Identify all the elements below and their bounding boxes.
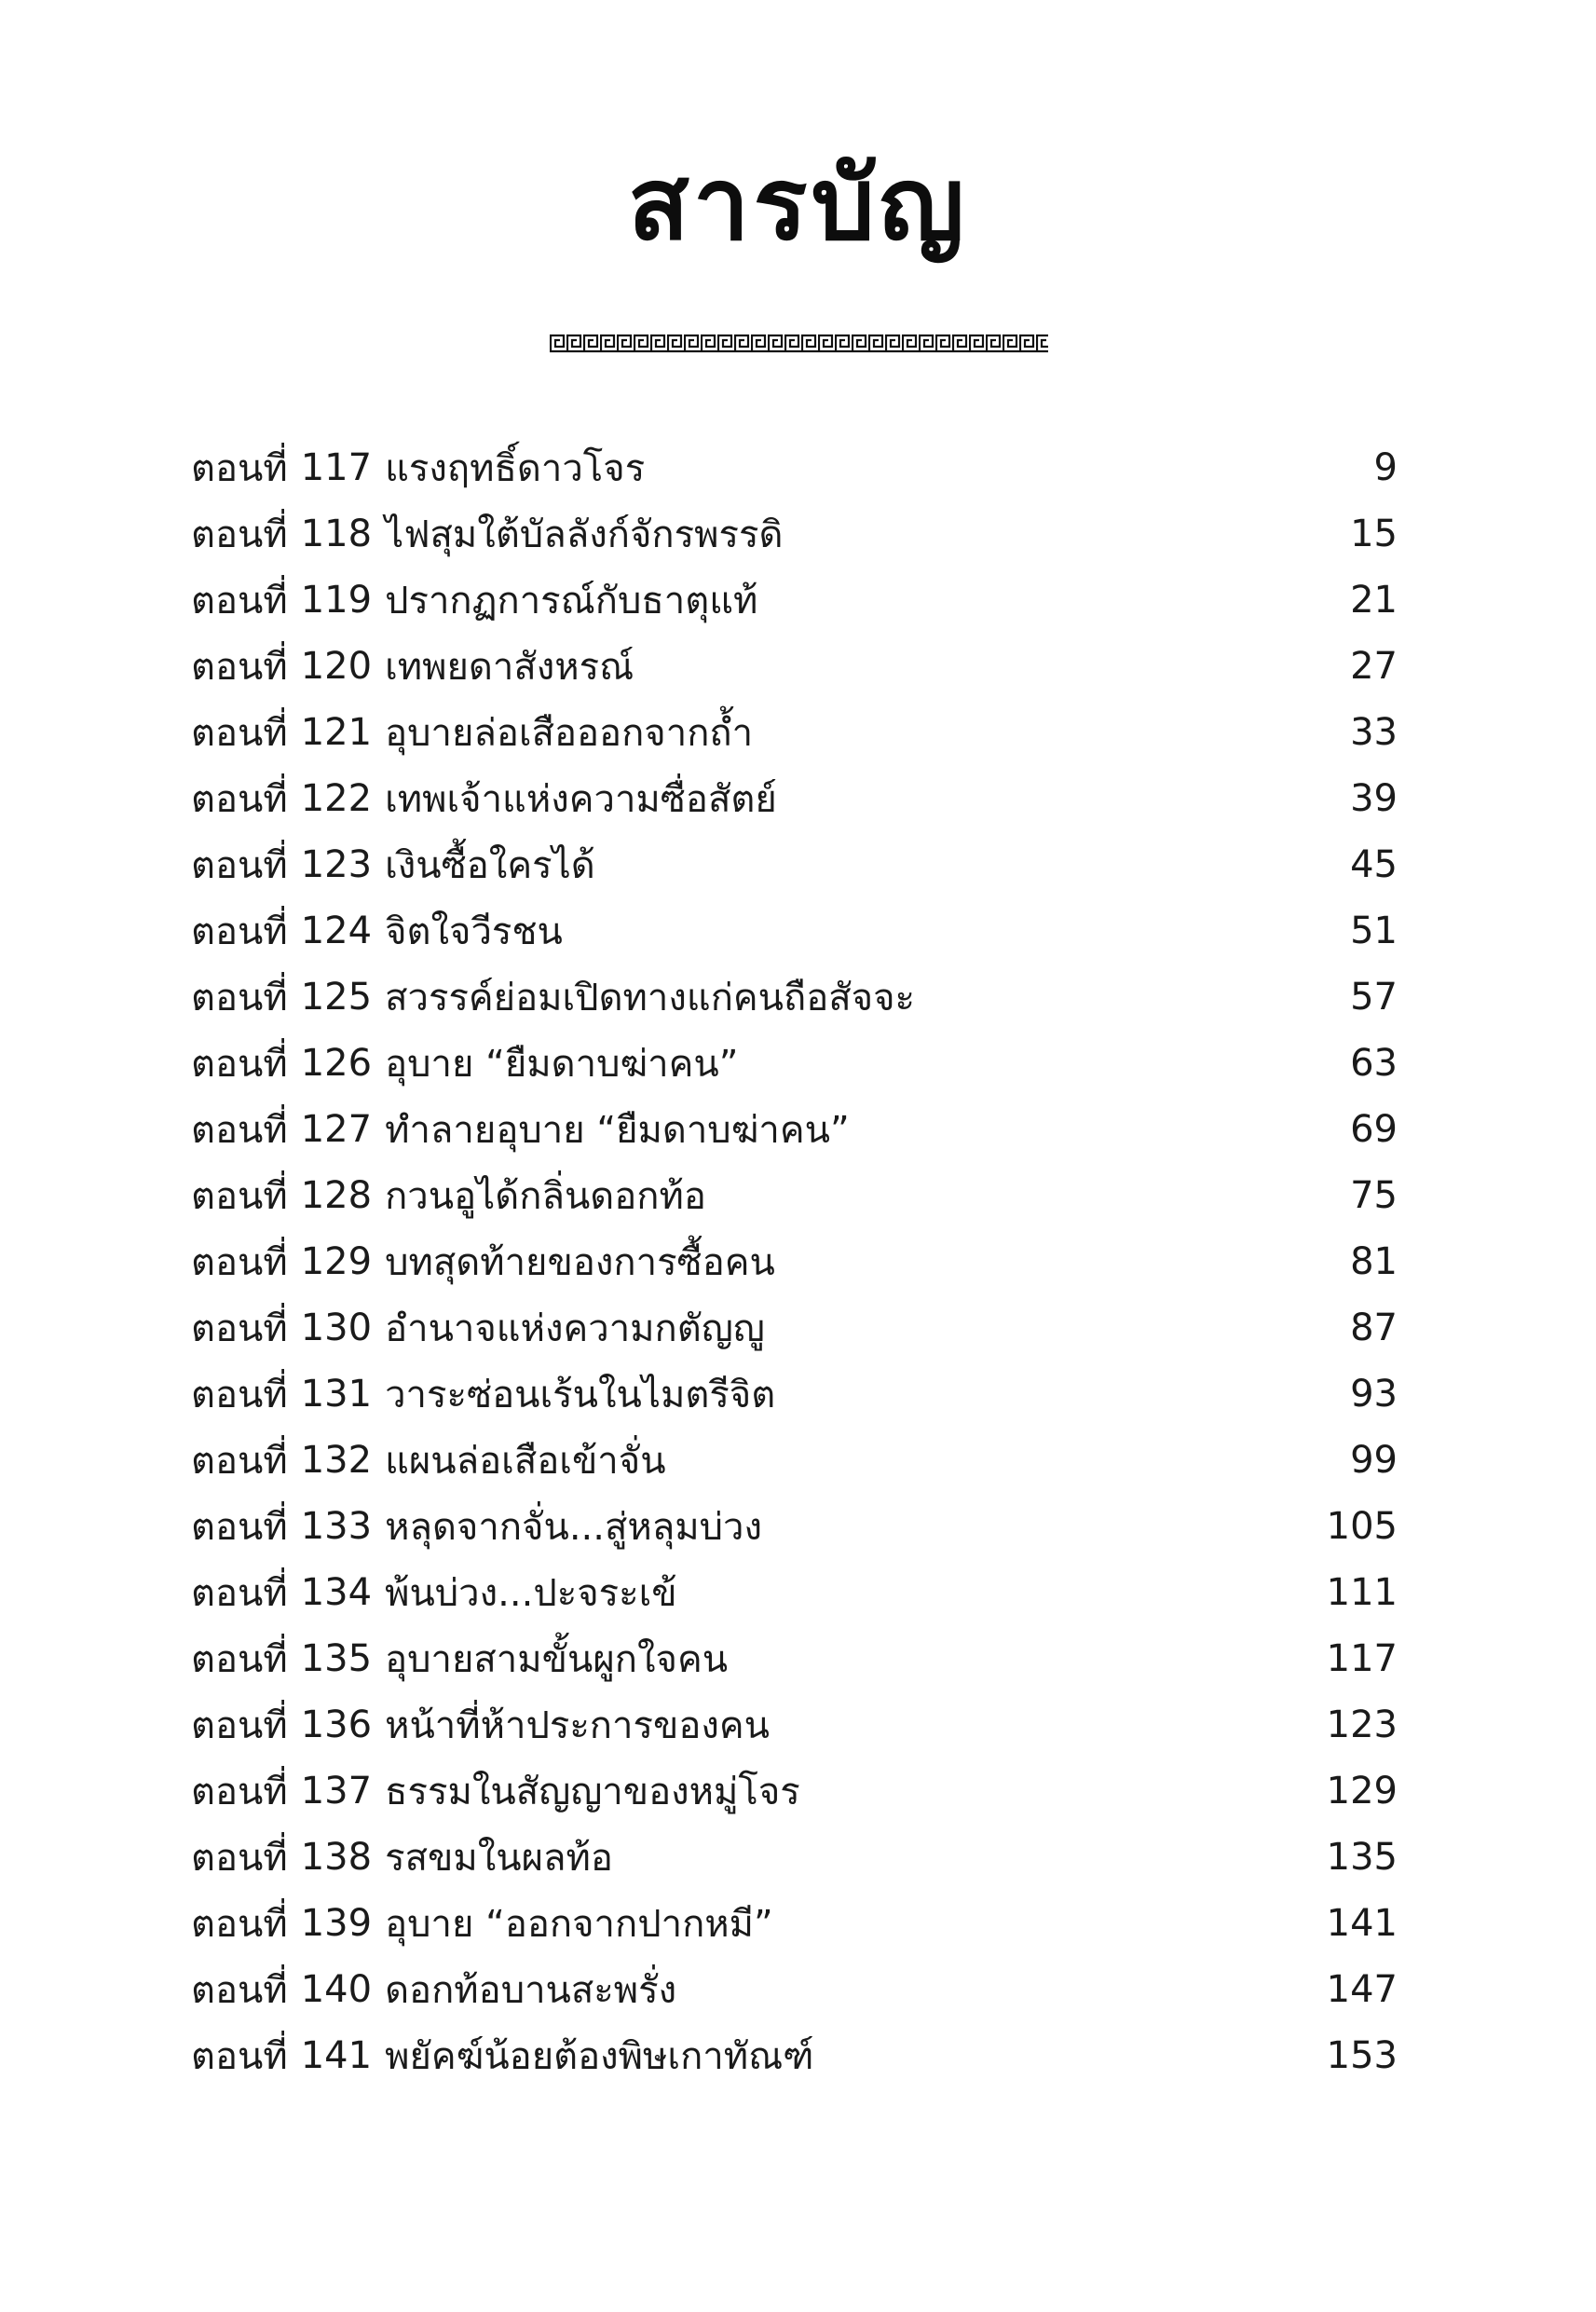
chapter-prefix: ตอนที่ <box>191 513 288 556</box>
toc-entry <box>191 1162 1398 1228</box>
chapter-prefix: ตอนที่ <box>191 1968 288 2012</box>
chapter-number: 140 <box>300 1967 373 2011</box>
chapter-prefix: ตอนที่ <box>191 1042 288 1086</box>
chapter-prefix: ตอนที่ <box>191 1770 288 1813</box>
chapter-number: 134 <box>300 1570 373 1614</box>
chapter-prefix: ตอนที่ <box>191 1637 288 1681</box>
page-number: 141 <box>1326 1901 1398 1945</box>
toc-entry-label <box>191 1827 613 1887</box>
toc-entry-label <box>191 1563 677 1622</box>
chapter-number: 135 <box>300 1636 373 1680</box>
page-number: 123 <box>1326 1703 1398 1746</box>
chapter-number: 123 <box>300 842 373 886</box>
toc-entry-label <box>191 438 645 498</box>
toc-entry <box>191 1228 1398 1294</box>
chapter-number: 126 <box>300 1041 373 1085</box>
toc-entry <box>191 699 1398 765</box>
toc-entry <box>191 1758 1398 1824</box>
chapter-title: อุบายสามขั้นผูกใจคน <box>385 1637 729 1681</box>
toc-entry-label <box>191 1629 728 1689</box>
toc-entry <box>191 633 1398 699</box>
toc-entry <box>191 1294 1398 1361</box>
chapter-number: 136 <box>300 1703 373 1746</box>
toc-entry-label <box>191 1761 800 1821</box>
chapter-number: 119 <box>300 578 373 622</box>
chapter-number: 130 <box>300 1306 373 1349</box>
page-number: 153 <box>1326 2033 1398 2077</box>
chapter-title: อุบายล่อเสือออกจากถ้ำ <box>385 711 754 755</box>
chapter-title: แรงฤทธิ์ดาวโจร <box>385 446 646 490</box>
chapter-prefix: ตอนที่ <box>191 1703 288 1747</box>
chapter-prefix: ตอนที่ <box>191 1108 288 1152</box>
page-number: 27 <box>1350 644 1398 688</box>
chapter-number: 132 <box>300 1438 373 1482</box>
page-number: 57 <box>1350 975 1398 1019</box>
chapter-title: จิตใจวีรชน <box>385 910 563 953</box>
chapter-number: 124 <box>300 909 373 952</box>
toc-entry <box>191 1096 1398 1162</box>
chapter-title: หน้าที่ห้าประการของคน <box>385 1703 770 1747</box>
chapter-number: 120 <box>300 644 373 688</box>
chapter-number: 121 <box>300 710 373 754</box>
toc-entry-label <box>191 769 777 828</box>
toc-entry-label <box>191 1497 762 1556</box>
chapter-title: เทพเจ้าแห่งความซื่อสัตย์ <box>385 777 777 821</box>
toc-entry <box>191 1427 1398 1493</box>
chapter-title: อุบาย “ออกจากปากหมี” <box>385 1902 773 1946</box>
toc-entry <box>191 500 1398 567</box>
toc-entry-label <box>191 570 757 630</box>
chapter-title: ดอกท้อบานสะพรั่ง <box>385 1968 677 2012</box>
toc-entry-label <box>191 1430 666 1490</box>
chapter-number: 131 <box>300 1372 373 1416</box>
page-number: 81 <box>1350 1239 1398 1283</box>
toc-entry <box>191 1361 1398 1427</box>
chapter-number: 133 <box>300 1504 373 1548</box>
chapter-prefix: ตอนที่ <box>191 711 288 755</box>
toc-entry-label <box>191 1100 850 1159</box>
toc-entry-label <box>191 1166 706 1225</box>
chapter-prefix: ตอนที่ <box>191 446 288 490</box>
toc-entry-label <box>191 1695 770 1755</box>
page-title: สารบัญ <box>627 146 969 263</box>
chapter-prefix: ตอนที่ <box>191 1902 288 1946</box>
chapter-prefix: ตอนที่ <box>191 1306 288 1350</box>
chapter-prefix: ตอนที่ <box>191 910 288 953</box>
page-number: 45 <box>1350 842 1398 886</box>
chapter-number: 141 <box>300 2033 373 2077</box>
toc-entry-label <box>191 703 753 762</box>
chapter-title: สวรรค์ย่อมเปิดทางแก่คนถือสัจจะ <box>385 976 916 1019</box>
chapter-prefix: ตอนที่ <box>191 1505 288 1549</box>
chapter-prefix: ตอนที่ <box>191 976 288 1019</box>
toc-entry <box>191 1956 1398 2022</box>
toc-entry <box>191 567 1398 633</box>
chapter-number: 128 <box>300 1173 373 1217</box>
page-number: 39 <box>1350 776 1398 820</box>
toc-entry <box>191 1625 1398 1691</box>
page-number: 63 <box>1350 1041 1398 1085</box>
chapter-title: เทพยดาสังหรณ์ <box>385 645 634 689</box>
chapter-number: 127 <box>300 1107 373 1151</box>
chapter-title: แผนล่อเสือเข้าจั่น <box>385 1439 666 1483</box>
chapter-title: ปรากฏการณ์กับธาตุแท้ <box>385 579 758 622</box>
toc-entry-label <box>191 636 634 696</box>
page-number: 9 <box>1373 445 1398 489</box>
chapter-title: ไฟสุมใต้บัลลังก์จักรพรรดิ <box>385 513 784 556</box>
chapter-number: 137 <box>300 1769 373 1813</box>
chapter-prefix: ตอนที่ <box>191 1439 288 1483</box>
chapter-title: อำนาจแห่งความกตัญญู <box>385 1306 765 1350</box>
chapter-prefix: ตอนที่ <box>191 1836 288 1880</box>
toc-entry <box>191 1030 1398 1096</box>
chapter-prefix: ตอนที่ <box>191 645 288 689</box>
toc-entry-label <box>191 1894 773 1953</box>
page-number: 147 <box>1326 1967 1398 2011</box>
chapter-prefix: ตอนที่ <box>191 1174 288 1218</box>
chapter-prefix: ตอนที่ <box>191 843 288 887</box>
toc-entry <box>191 1691 1398 1758</box>
toc-entry <box>191 831 1398 897</box>
page-number: 21 <box>1350 578 1398 622</box>
chapter-prefix: ตอนที่ <box>191 1571 288 1615</box>
toc-entry-label <box>191 1232 775 1292</box>
toc-entry-label <box>191 1298 765 1358</box>
page-number: 69 <box>1350 1107 1398 1151</box>
toc-entry-label <box>191 1364 775 1424</box>
page-number: 87 <box>1350 1306 1398 1349</box>
chapter-title: อุบาย “ยืมดาบฆ่าคน” <box>385 1042 739 1086</box>
chapter-number: 139 <box>300 1901 373 1945</box>
chapter-prefix: ตอนที่ <box>191 777 288 821</box>
toc-entry-label <box>191 835 595 895</box>
chapter-title: เงินซื้อใครได้ <box>385 843 595 887</box>
page-number: 93 <box>1350 1372 1398 1416</box>
chapter-title: วาระซ่อนเร้นในไมตรีจิต <box>385 1373 776 1416</box>
toc-entry <box>191 434 1398 500</box>
page-number: 99 <box>1350 1438 1398 1482</box>
chapter-number: 122 <box>300 776 373 820</box>
toc-entry <box>191 2022 1398 2088</box>
greek-key-divider-icon <box>550 333 1048 353</box>
page-number: 111 <box>1326 1570 1398 1614</box>
toc-entry-label <box>191 1033 738 1093</box>
page-number: 129 <box>1326 1769 1398 1813</box>
chapter-number: 129 <box>300 1239 373 1283</box>
page-number: 51 <box>1350 909 1398 952</box>
chapter-number: 125 <box>300 975 373 1019</box>
page-number: 135 <box>1326 1835 1398 1879</box>
toc-entry-label <box>191 901 563 961</box>
chapter-title: รสขมในผลท้อ <box>385 1836 613 1880</box>
toc-entry-label <box>191 1960 676 2019</box>
chapter-number: 118 <box>300 512 373 555</box>
chapter-title: บทสุดท้ายของการซื้อคน <box>385 1240 775 1284</box>
table-of-contents <box>191 434 1398 2088</box>
chapter-title: หลุดจากจั่น...สู่หลุมบ่วง <box>385 1505 763 1549</box>
toc-entry <box>191 1493 1398 1559</box>
chapter-prefix: ตอนที่ <box>191 1373 288 1416</box>
toc-entry <box>191 765 1398 831</box>
page-number: 75 <box>1350 1173 1398 1217</box>
toc-entry-label <box>191 967 915 1027</box>
page-number: 15 <box>1350 512 1398 555</box>
chapter-title: ทำลายอุบาย “ยืมดาบฆ่าคน” <box>385 1108 850 1152</box>
toc-entry-label <box>191 2026 813 2086</box>
chapter-title: ธรรมในสัญญาของหมู่โจร <box>385 1770 800 1813</box>
toc-entry <box>191 1559 1398 1625</box>
toc-entry <box>191 964 1398 1030</box>
chapter-prefix: ตอนที่ <box>191 579 288 622</box>
chapter-title: พ้นบ่วง...ปะจระเข้ <box>385 1571 677 1615</box>
toc-entry <box>191 1890 1398 1956</box>
chapter-prefix: ตอนที่ <box>191 1240 288 1284</box>
toc-entry <box>191 1824 1398 1890</box>
toc-entry-label <box>191 504 783 564</box>
chapter-title: กวนอูได้กลิ่นดอกท้อ <box>385 1174 706 1218</box>
page-number: 105 <box>1326 1504 1398 1548</box>
chapter-number: 117 <box>300 445 373 489</box>
page-number: 33 <box>1350 710 1398 754</box>
toc-entry <box>191 897 1398 964</box>
chapter-number: 138 <box>300 1835 373 1879</box>
chapter-prefix: ตอนที่ <box>191 2034 288 2078</box>
page-number: 117 <box>1326 1636 1398 1680</box>
chapter-title: พยัคฆ์น้อยต้องพิษเกาทัณฑ์ <box>385 2034 814 2078</box>
